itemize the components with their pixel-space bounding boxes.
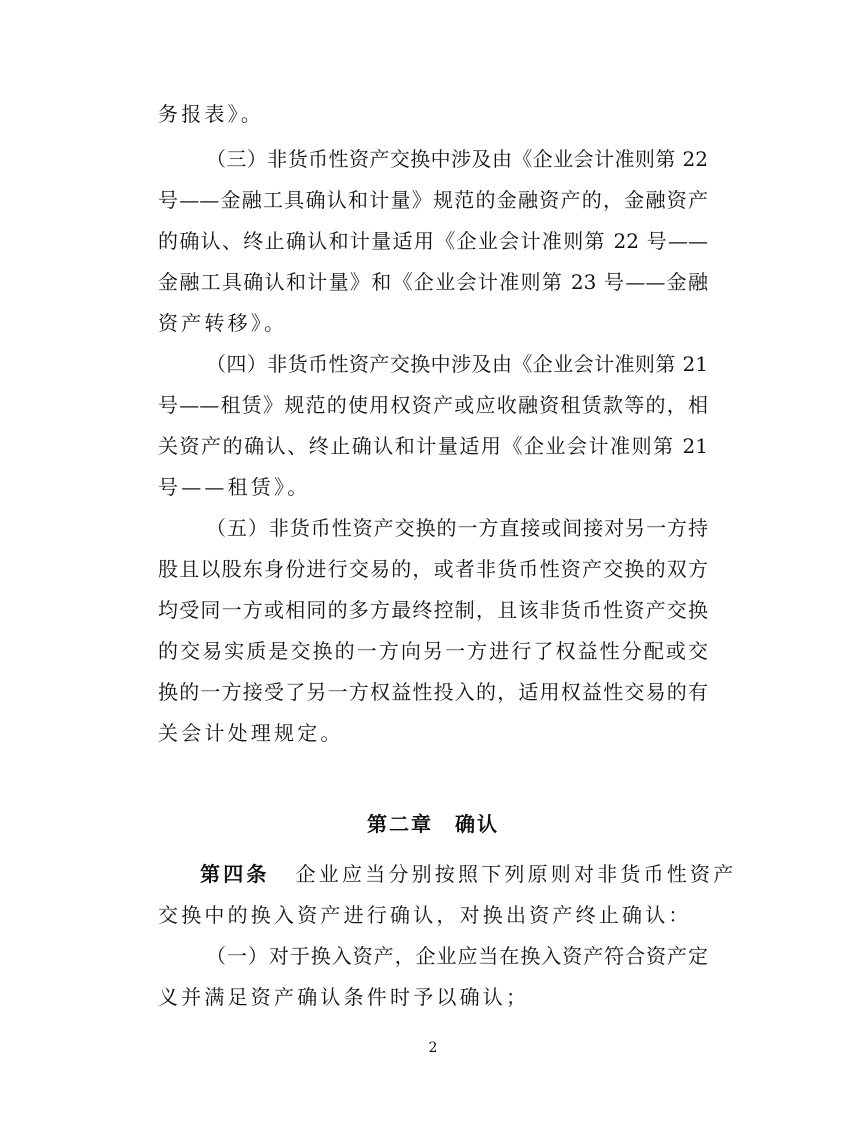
text-line: 交换中的换入资产进行确认，对换出资产终止确认： bbox=[158, 903, 692, 927]
text-line: 资产转移》。 bbox=[158, 311, 288, 335]
text-line: 义并满足资产确认条件时予以确认； bbox=[158, 985, 530, 1009]
article-text: 企业应当分别按照下列原则对非货币性资产 bbox=[295, 862, 737, 886]
article-label: 第四条 bbox=[200, 862, 270, 886]
text-line: 均受同一方或相同的多方最终控制，且该非货币性资产交换 bbox=[158, 598, 708, 622]
text-line: 号——租赁》规范的使用权资产或应收融资租赁款等的，相 bbox=[158, 393, 708, 417]
page-number: 2 bbox=[428, 1040, 438, 1056]
text-line: （四）非货币性资产交换中涉及由《企业会计准则第 21 bbox=[206, 352, 708, 376]
text-line: 股且以股东身份进行交易的，或者非货币性资产交换的双方 bbox=[158, 557, 708, 581]
chapter-title: 第二章 确认 bbox=[367, 812, 499, 836]
text-line: 号——租赁》。 bbox=[158, 475, 311, 499]
text-line: 的交易实质是交换的一方向另一方进行了权益性分配或交 bbox=[158, 639, 708, 663]
text-line: 关资产的确认、终止确认和计量适用《企业会计准则第 21 bbox=[158, 434, 708, 458]
text-line: （五）非货币性资产交换的一方直接或间接对另一方持 bbox=[206, 516, 708, 540]
text-line: 关会计处理规定。 bbox=[158, 721, 344, 745]
text-line: 的确认、终止确认和计量适用《企业会计准则第 22 号—— bbox=[158, 229, 708, 253]
text-line: 金融工具确认和计量》和《企业会计准则第 23 号——金融 bbox=[158, 270, 708, 294]
text-line: 号——金融工具确认和计量》规范的金融资产的，金融资产 bbox=[158, 188, 708, 212]
text-line: 换的一方接受了另一方权益性投入的，适用权益性交易的有 bbox=[158, 680, 708, 704]
article-line bbox=[200, 860, 737, 888]
text-line: （一）对于换入资产，企业应当在换入资产符合资产定 bbox=[206, 944, 708, 968]
text-line: 务报表》。 bbox=[158, 102, 264, 126]
text-line: （三）非货币性资产交换中涉及由《企业会计准则第 22 bbox=[206, 147, 708, 171]
